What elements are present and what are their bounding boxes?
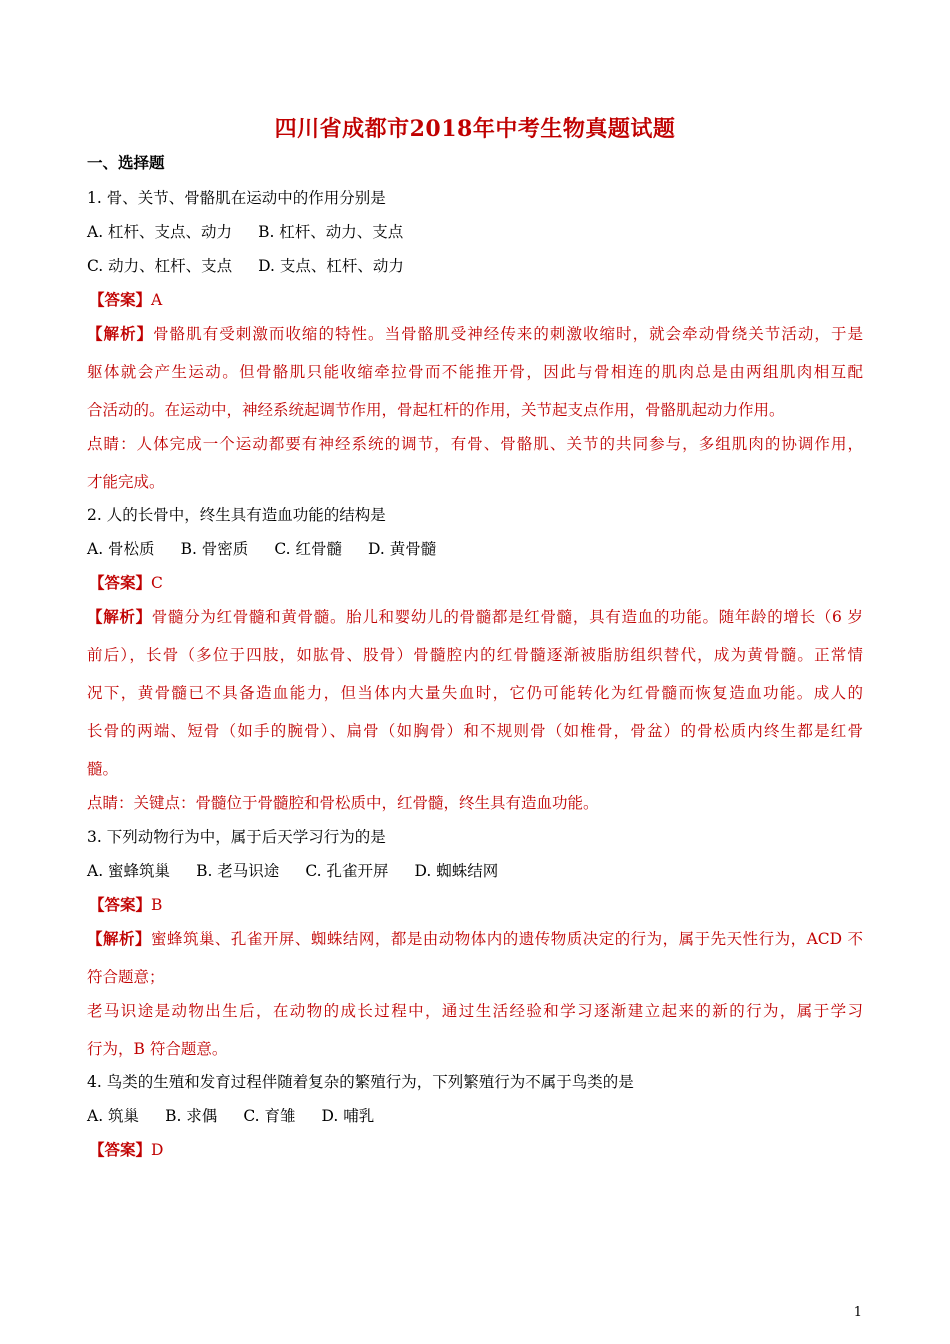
option-d: D. 哺乳 (321, 1107, 375, 1125)
answer-label: 【答案】 (89, 1140, 152, 1159)
option-a: A. 骨松质 (87, 540, 155, 558)
question-3-analysis-line-3: 老马识途是动物出生后，在动物的成长过程中，通过生活经验和学习逐渐建立起来的新的行为，属于学习 (87, 1002, 863, 1020)
option-b: B. 杠杆、动力、支点 (258, 223, 404, 241)
answer-label: 【答案】 (89, 895, 152, 914)
page-number: 1 (853, 1305, 862, 1320)
question-2-analysis-line-3: 况下，黄骨髓已不具备造血能力，但当体内大量失血时，它仍可能转化为红骨髓而恢复造血功能。成人的 (87, 684, 863, 702)
question-3-options (87, 861, 498, 881)
answer-label: 【答案】 (89, 573, 152, 592)
analysis-label: 【解析】 (87, 607, 152, 626)
question-4-answer (89, 1140, 163, 1160)
option-d: D. 支点、杠杆、动力 (258, 257, 404, 275)
question-3-analysis-line-2: 符合题意； (87, 968, 165, 986)
question-1-stem: 1. 骨、关节、骨骼肌在运动中的作用分别是 (87, 189, 386, 207)
question-2-options (87, 539, 436, 559)
option-a: A. 筑巢 (87, 1107, 140, 1125)
answer-value: A (151, 291, 163, 309)
question-3-stem: 3. 下列动物行为中，属于后天学习行为的是 (87, 828, 386, 846)
analysis-text: 骨骼肌有受刺激而收缩的特性。当骨骼肌受神经传来的刺激收缩时，就会牵动骨绕关节活动，于是 (153, 325, 863, 343)
option-b: B. 求偶 (165, 1107, 218, 1125)
section-heading: 一、选择题 (87, 153, 165, 172)
option-c: C. 孔雀开屏 (305, 862, 389, 880)
question-1-note-line-1: 点睛：人体完成一个运动都要有神经系统的调节，有骨、骨骼肌、关节的共同参与，多组肌肉的协调作用， (87, 435, 863, 453)
question-1-note-line-2: 才能完成。 (87, 473, 165, 491)
question-1-answer (89, 290, 162, 310)
option-d: D. 蜘蛛结网 (414, 862, 499, 880)
answer-value: D (151, 1141, 164, 1159)
question-4-stem: 4. 鸟类的生殖和发育过程伴随着复杂的繁殖行为，下列繁殖行为不属于鸟类的是 (87, 1073, 634, 1091)
option-a: A. 杠杆、支点、动力 (87, 223, 233, 241)
option-c: C. 红骨髓 (274, 540, 342, 558)
question-1-analysis-line-3: 合活动的。在运动中，神经系统起调节作用，骨起杠杆的作用，关节起支点作用，骨骼肌起动力作用。 (87, 401, 785, 419)
question-2-analysis-line-2: 前后），长骨（多位于四肢，如肱骨、股骨）骨髓腔内的红骨髓逐渐被脂肪组织替代，成为黄骨髓。正常情 (87, 646, 863, 664)
option-a: A. 蜜蜂筑巢 (87, 862, 171, 880)
page-title: 四川省成都市2018年中考生物真题试题 (274, 116, 676, 142)
question-4-options (87, 1106, 374, 1126)
question-2-analysis-line-1 (87, 607, 863, 627)
question-3-analysis-line-4: 行为，B 符合题意。 (87, 1040, 228, 1058)
question-3-answer (89, 895, 162, 915)
analysis-text: 骨髓分为红骨髓和黄骨髓。胎儿和婴幼儿的骨髓都是红骨髓，具有造血的功能。随年龄的增长（6 岁 (151, 608, 863, 626)
option-c: C. 育雏 (243, 1107, 296, 1125)
question-3-analysis-line-1 (87, 929, 863, 949)
answer-label: 【答案】 (89, 290, 152, 309)
question-2-stem: 2. 人的长骨中，终生具有造血功能的结构是 (87, 506, 386, 524)
analysis-text: 蜜蜂筑巢、孔雀开屏、蜘蛛结网，都是由动物体内的遗传物质决定的行为，属于先天性行为，ACD 不 (150, 930, 863, 948)
option-b: B. 骨密质 (180, 540, 249, 558)
question-2-analysis-line-4: 长骨的两端、短骨（如手的腕骨）、扁骨（如胸骨）和不规则骨（如椎骨，骨盆）的骨松质内终生都是红骨 (87, 722, 863, 740)
analysis-label: 【解析】 (87, 324, 154, 343)
question-1-options-row-1 (87, 222, 403, 242)
option-c: C. 动力、杠杆、支点 (87, 257, 233, 275)
question-2-note: 点睛：关键点：骨髓位于骨髓腔和骨松质中，红骨髓，终生具有造血功能。 (87, 794, 599, 812)
question-1-options-row-2 (87, 256, 404, 276)
answer-value: C (151, 574, 163, 592)
question-1-analysis-line-1 (87, 324, 863, 344)
option-d: D. 黄骨髓 (367, 540, 437, 558)
option-b: B. 老马识途 (196, 862, 280, 880)
question-1-analysis-line-2: 躯体就会产生运动。但骨骼肌只能收缩牵拉骨而不能推开骨，因此与骨相连的肌肉总是由两组肌肉相互配 (87, 363, 863, 381)
question-2-answer (89, 573, 163, 593)
answer-value: B (151, 896, 163, 914)
analysis-label: 【解析】 (87, 929, 151, 948)
question-2-analysis-line-5: 髓。 (87, 760, 119, 778)
